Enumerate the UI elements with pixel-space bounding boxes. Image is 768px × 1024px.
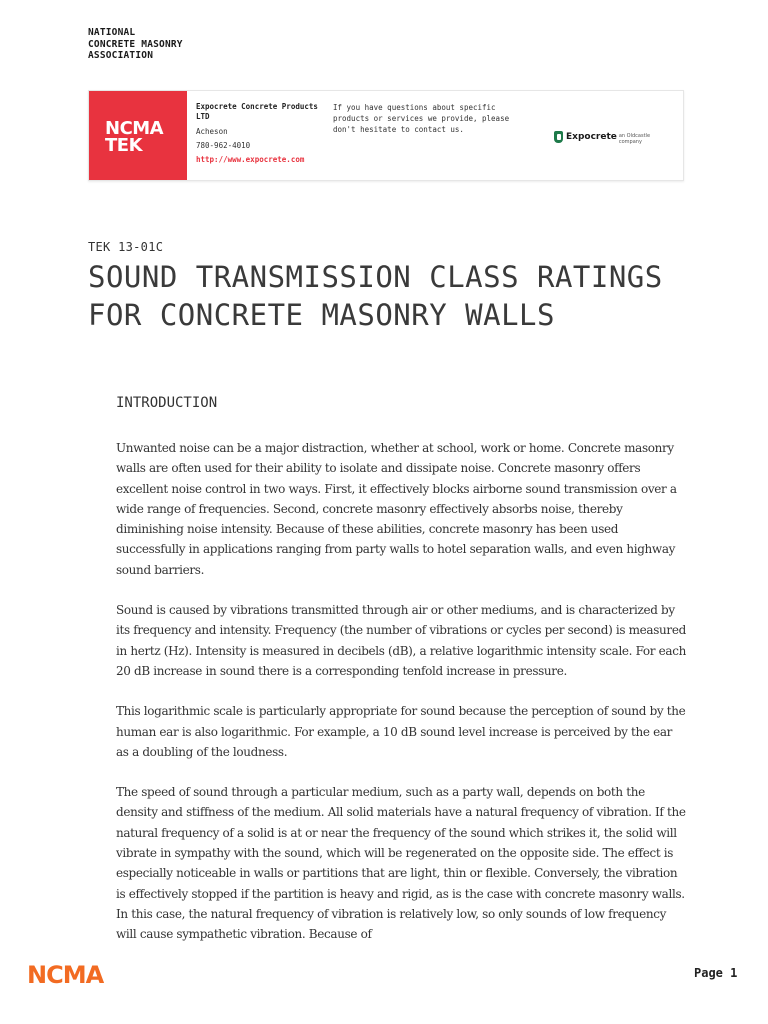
association-name-line-1: NATIONAL <box>88 27 136 38</box>
expocrete-mark-icon <box>554 131 563 143</box>
association-name <box>88 27 183 62</box>
association-name-line-2: CONCRETE MASONRY <box>88 38 183 50</box>
association-name-line-3: ASSOCIATION <box>88 50 154 61</box>
section-heading: INTRODUCTION <box>116 395 218 411</box>
dealer-city: Acheson <box>196 127 228 136</box>
page-number: Page 1 <box>694 966 738 980</box>
expocrete-logo <box>554 129 669 145</box>
logo-text-tek: TEK <box>105 135 143 156</box>
paragraph-2: Sound is caused by vibrations transmitted through air or other mediums, and is characterized by its frequency and intensity. Frequency (the number of vibrations or cycles per second) is measured in hertz (Hz). Intensity is measured in decibels (dB), a relative logarithmic intensity scale. For each 20 dB increase in sound there is a corresponding tenfold increase in pressure. <box>116 603 686 678</box>
dealer-info <box>196 102 321 165</box>
tek-number: TEK 13-01C <box>88 240 164 254</box>
ncma-tek-logo <box>89 91 187 180</box>
paragraph-3: This logarithmic scale is particularly appropriate for sound because the perception of sound by the human ear is also logarithmic. For example, a 10 dB sound level increase is perceived by the ear as a doubling of the loudness. <box>116 704 686 759</box>
logo-text-ncma: NCMA <box>105 118 164 139</box>
body-text <box>116 438 686 965</box>
dealer-banner <box>88 90 684 181</box>
expocrete-subtitle: an Oldcastle company <box>618 132 651 145</box>
dealer-phone: 780-962-4010 <box>196 141 251 150</box>
dealer-name: Expocrete Concrete Products LTD <box>196 102 318 121</box>
contact-note: If you have questions about specific products or services we provide, please don't hesitate to contact us. <box>333 103 510 134</box>
page-title: SOUND TRANSMISSION CLASS RATINGS FOR CONCRETE MASONRY WALLS <box>88 260 663 332</box>
ncma-footer-logo: NCMA <box>27 961 104 989</box>
paragraph-4: The speed of sound through a particular medium, such as a party wall, depends on both the density and stiffness of the medium. All solid materials have a natural frequency of vibration. If the natural frequency of a solid is at or near the frequency of the sound which strikes it, the solid will vibrate in sympathy with the sound, which will be regenerated on the opposite side. The effect is especially noticeable in walls or partitions that are light, thin or flexible. Conversely, the vibration is effectively stopped if the partition is heavy and rigid, as is the case with concrete masonry walls. In this case, the natural frequency of vibration is relatively low, so only sounds of low frequency will cause sympathetic vibration. Because of <box>116 785 686 942</box>
dealer-website-link[interactable]: http://www.expocrete.com <box>196 155 305 164</box>
paragraph-1: Unwanted noise can be a major distraction, whether at school, work or home. Concrete masonry walls are often used for their ability to isolate and dissipate noise. Concrete masonry offers excellent noise control in two ways. First, it effectively blocks airborne sound transmission over a wide range of frequencies. Second, concrete masonry effectively absorbs noise, thereby diminishing noise intensity. Because of these abilities, concrete masonry has been used successfully in applications ranging from party walls to hotel separation walls, and even highway sound barriers. <box>116 441 677 577</box>
expocrete-brand: Expocrete <box>565 132 617 142</box>
